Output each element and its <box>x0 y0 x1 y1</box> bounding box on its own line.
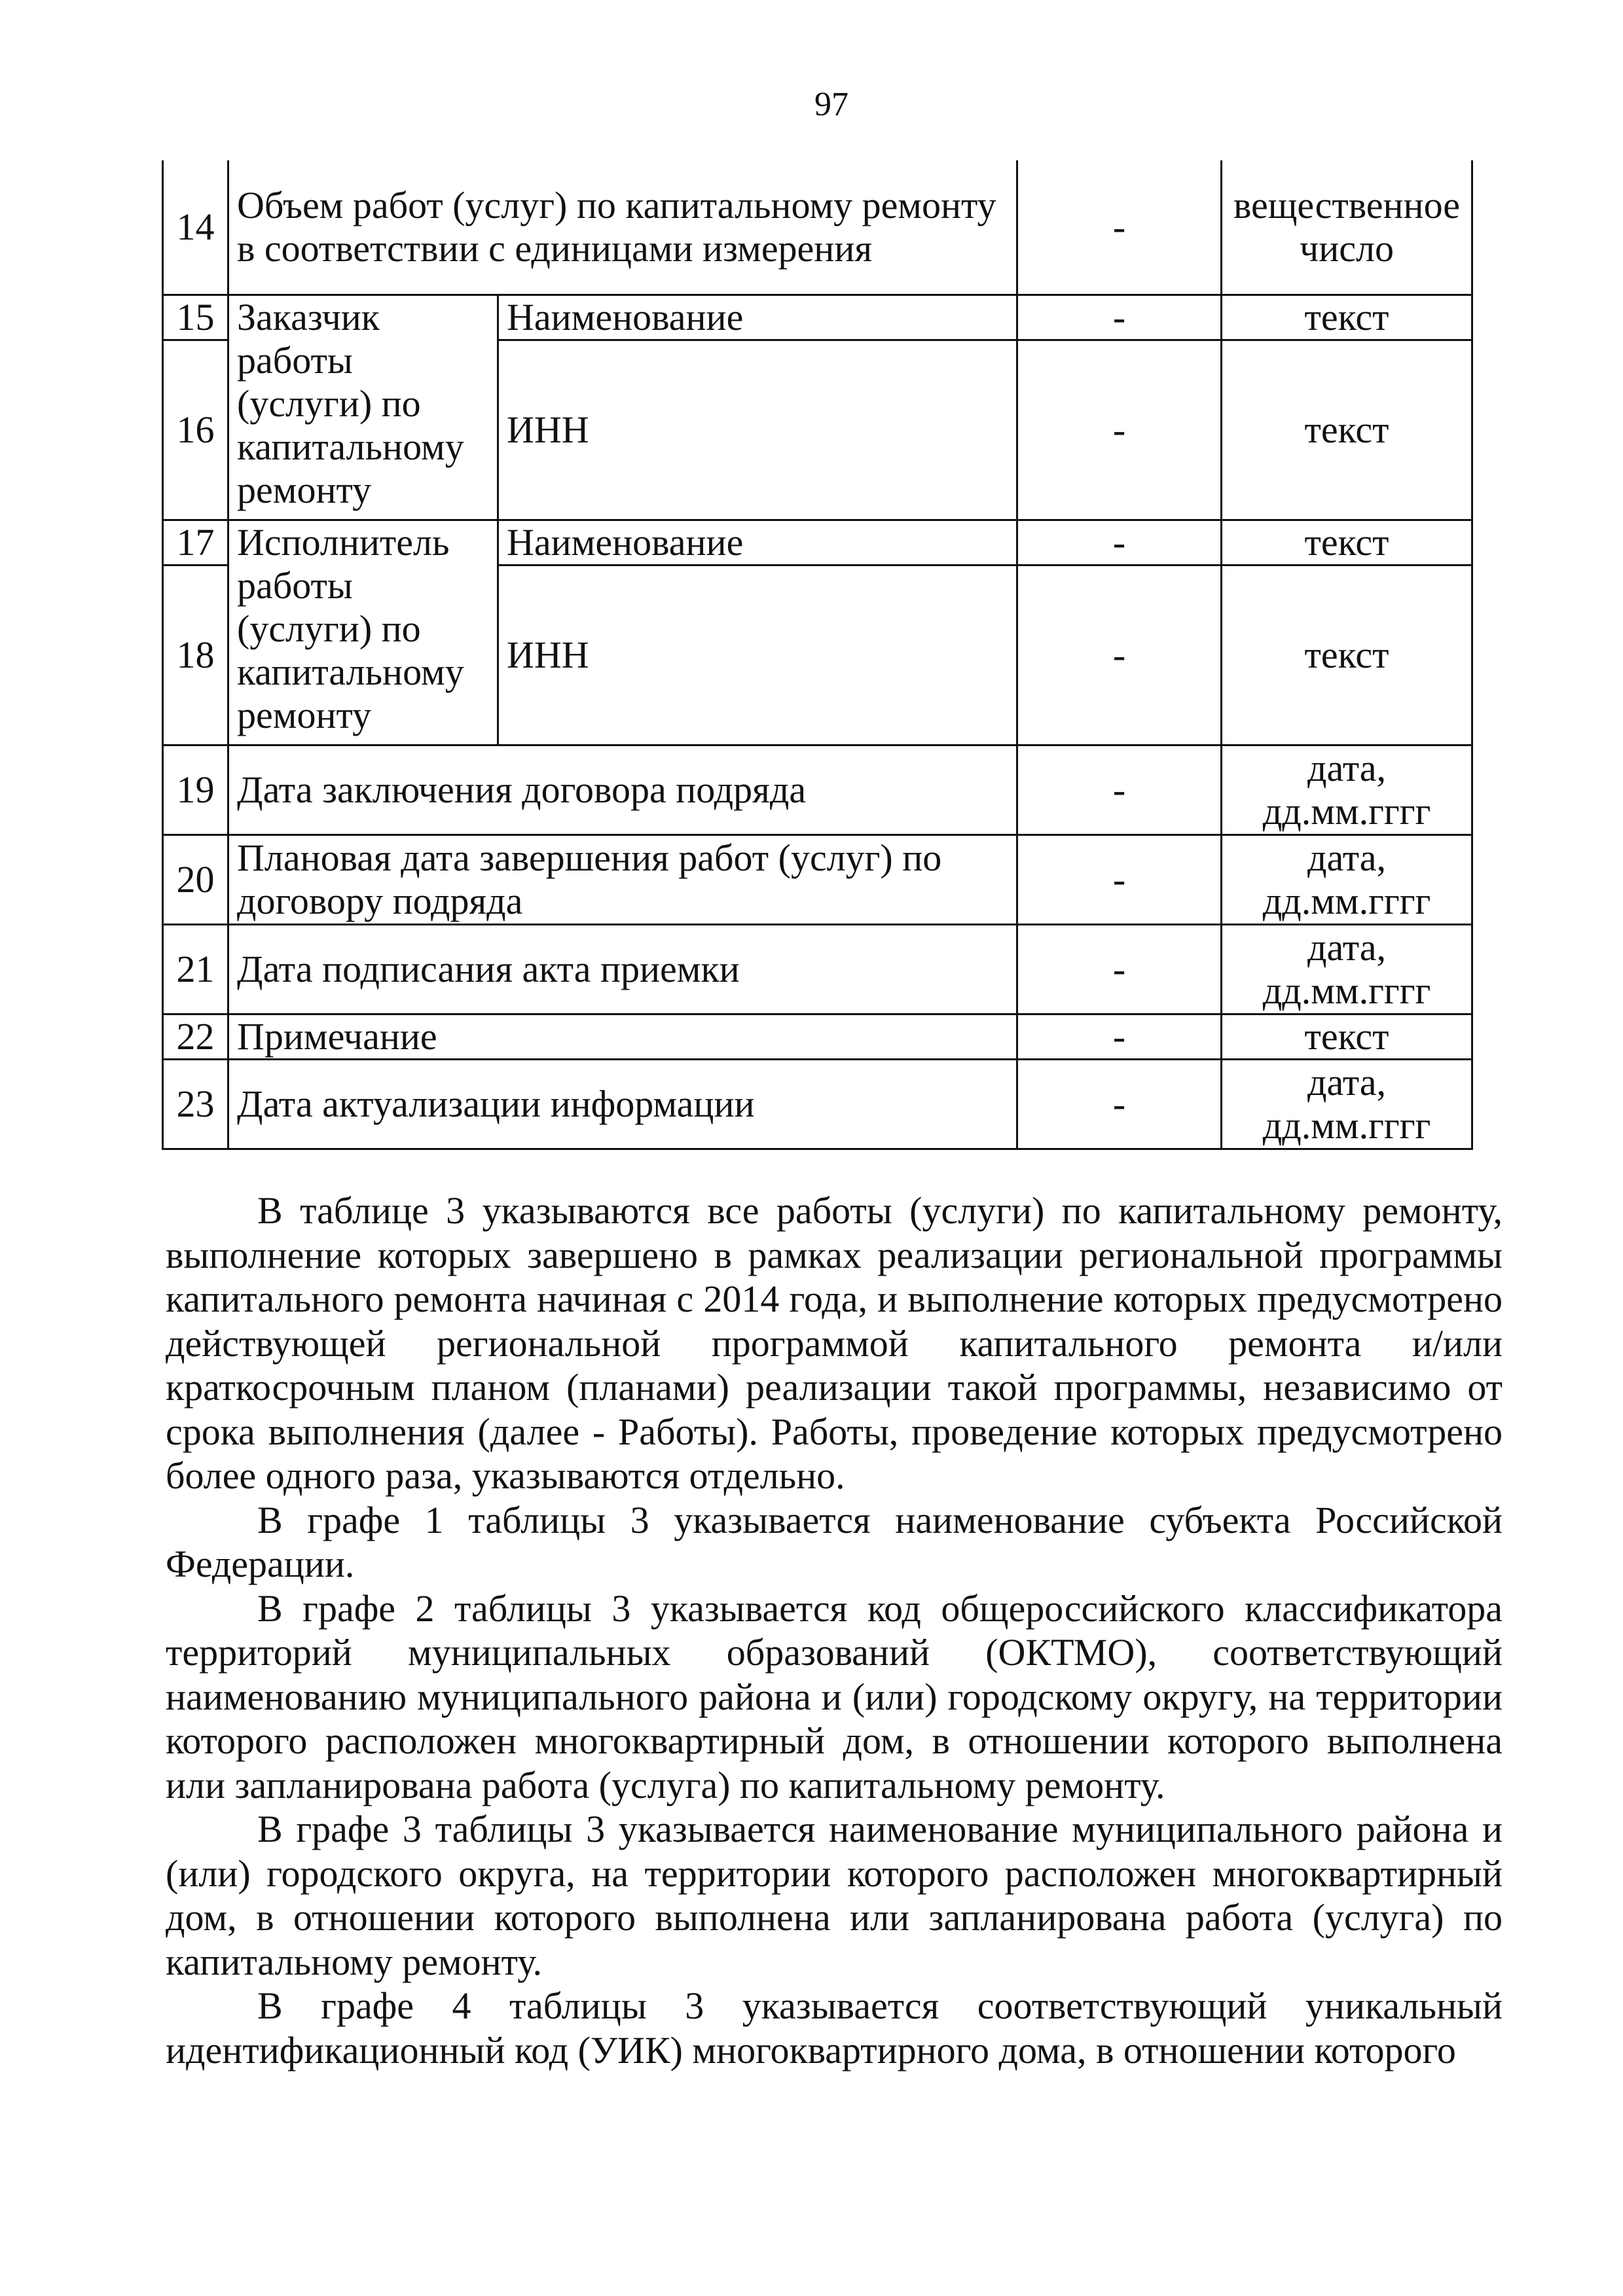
field-type: дата, дд.мм.гггг <box>1222 834 1472 924</box>
field-name: Плановая дата завершения работ (услуг) по договору подряда <box>228 834 1017 924</box>
row-number: 15 <box>163 295 228 340</box>
table-row <box>163 924 1472 1014</box>
field-type: дата, дд.мм.гггг <box>1222 745 1472 834</box>
field-name: Дата подписания акта приемки <box>228 924 1017 1014</box>
field-name: Объем работ (услуг) по капитальному ремонту в соответствии с единицами измерения <box>228 160 1017 295</box>
row-number: 20 <box>163 834 228 924</box>
field-type: дата, дд.мм.гггг <box>1222 924 1472 1014</box>
field-name: Дата заключения договора подряда <box>228 745 1017 834</box>
row-number: 18 <box>163 565 228 745</box>
row-number: 17 <box>163 520 228 565</box>
field-flag: - <box>1017 565 1222 745</box>
field-flag: - <box>1017 834 1222 924</box>
field-subname: Наименование <box>498 520 1017 565</box>
paragraph: В графе 1 таблицы 3 указывается наименование субъекта Российской Федерации. <box>166 1498 1503 1585</box>
row-number: 19 <box>163 745 228 834</box>
field-type: текст <box>1222 565 1472 745</box>
paragraph: В графе 2 таблицы 3 указывается код общероссийского классификатора территорий муниципальных образований (ОКТМО), соответствующий наименованию муниципального района и (или) городскому округу, на территории которого расположен многоквартирный дом, в отношении которого выполнена или запланирована работа (услуга) по капитальному ремонту. <box>166 1587 1503 1806</box>
field-flag: - <box>1017 1059 1222 1149</box>
field-subname: ИНН <box>498 340 1017 520</box>
row-number: 16 <box>163 340 228 520</box>
body-text <box>166 1189 1503 2072</box>
row-number: 22 <box>163 1014 228 1059</box>
field-name: Примечание <box>228 1014 1017 1059</box>
table-row <box>163 160 1472 295</box>
field-group-contractor: Исполнитель работы (услуги) по капитальному ремонту <box>228 520 498 745</box>
table-row <box>163 834 1472 924</box>
paragraph: В графе 3 таблицы 3 указывается наименование муниципального района и (или) городского округа, на территории которого расположен многоквартирный дом, в отношении которого выполнена или запланирована работа (услуга) по капитальному ремонту. <box>166 1808 1503 1983</box>
field-type: текст <box>1222 1014 1472 1059</box>
table-row <box>163 1059 1472 1149</box>
row-number: 14 <box>163 160 228 295</box>
field-type: текст <box>1222 520 1472 565</box>
field-type: вещественное число <box>1222 160 1472 295</box>
table-row <box>163 295 1472 340</box>
field-flag: - <box>1017 1014 1222 1059</box>
field-flag: - <box>1017 924 1222 1014</box>
data-spec-table <box>162 160 1473 1150</box>
field-flag: - <box>1017 160 1222 295</box>
table-row <box>163 520 1472 565</box>
field-group-customer: Заказчик работы (услуги) по капитальному ремонту <box>228 295 498 520</box>
field-flag: - <box>1017 340 1222 520</box>
page-number: 97 <box>814 86 848 123</box>
row-number: 21 <box>163 924 228 1014</box>
row-number: 23 <box>163 1059 228 1149</box>
field-type: текст <box>1222 295 1472 340</box>
field-subname: ИНН <box>498 565 1017 745</box>
field-type: дата, дд.мм.гггг <box>1222 1059 1472 1149</box>
field-flag: - <box>1017 520 1222 565</box>
field-type: текст <box>1222 340 1472 520</box>
table-row <box>163 745 1472 834</box>
paragraph: В графе 4 таблицы 3 указывается соответствующий уникальный идентификационный код (УИК) многоквартирного дома, в отношении которого <box>166 1984 1503 2072</box>
table-row <box>163 1014 1472 1059</box>
field-flag: - <box>1017 295 1222 340</box>
field-subname: Наименование <box>498 295 1017 340</box>
paragraph: В таблице 3 указываются все работы (услуги) по капитальному ремонту, выполнение которых завершено в рамках реализации региональной программы капитального ремонта начиная с 2014 года, и выполнение которых предусмотрено действующей региональной программой капитального ремонта и/или краткосрочным планом (планами) реализации такой программы, независимо от срока выполнения (далее - Работы). Работы, проведение которых предусмотрено более одного раза, указываются отдельно. <box>166 1189 1503 1497</box>
field-flag: - <box>1017 745 1222 834</box>
field-name: Дата актуализации информации <box>228 1059 1017 1149</box>
